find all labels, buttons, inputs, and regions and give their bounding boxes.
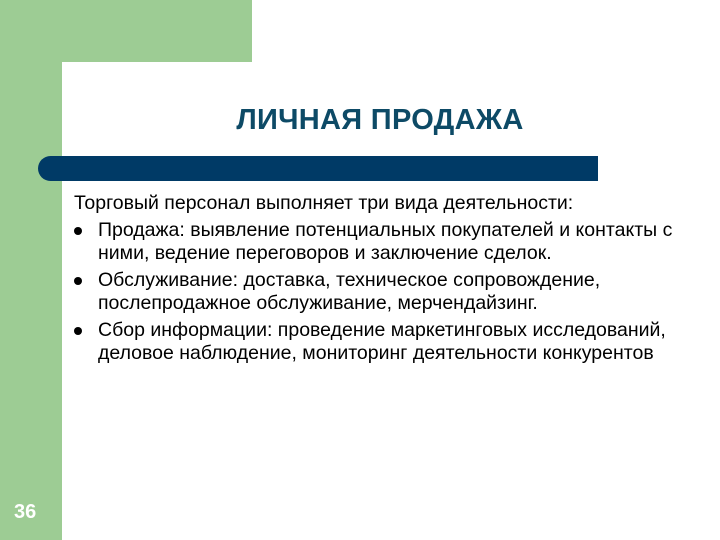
left-decorative-band — [0, 0, 62, 540]
bullet-item — [74, 319, 684, 366]
intro-text: Торговый персонал выполняет три вида деятельности: — [74, 192, 574, 214]
bullet-text: Обслуживание: доставка, техническое сопровождение, послепродажное обслуживание, мерчендайзинг. — [98, 268, 601, 314]
bullet-dot-icon — [74, 327, 82, 335]
title-underline-bar — [38, 156, 598, 181]
slide-title: ЛИЧНАЯ ПРОДАЖА — [236, 104, 524, 136]
bullet-text: Сбор информации: проведение маркетинговых исследований, деловое наблюдение, мониторинг деятельности конкурентов — [98, 318, 666, 364]
bullet-item — [74, 269, 684, 316]
bullet-list — [74, 219, 684, 366]
bullet-text: Продажа: выявление потенциальных покупателей и контакты с ними, ведение переговоров и заключение сделок. — [98, 218, 673, 264]
bullet-dot-icon — [74, 227, 82, 235]
bullet-item — [74, 219, 684, 266]
slide-content — [74, 192, 684, 366]
corner-curve — [62, 62, 122, 122]
page-number: 36 — [14, 501, 37, 523]
bullet-dot-icon — [74, 277, 82, 285]
top-decorative-band — [0, 0, 252, 62]
